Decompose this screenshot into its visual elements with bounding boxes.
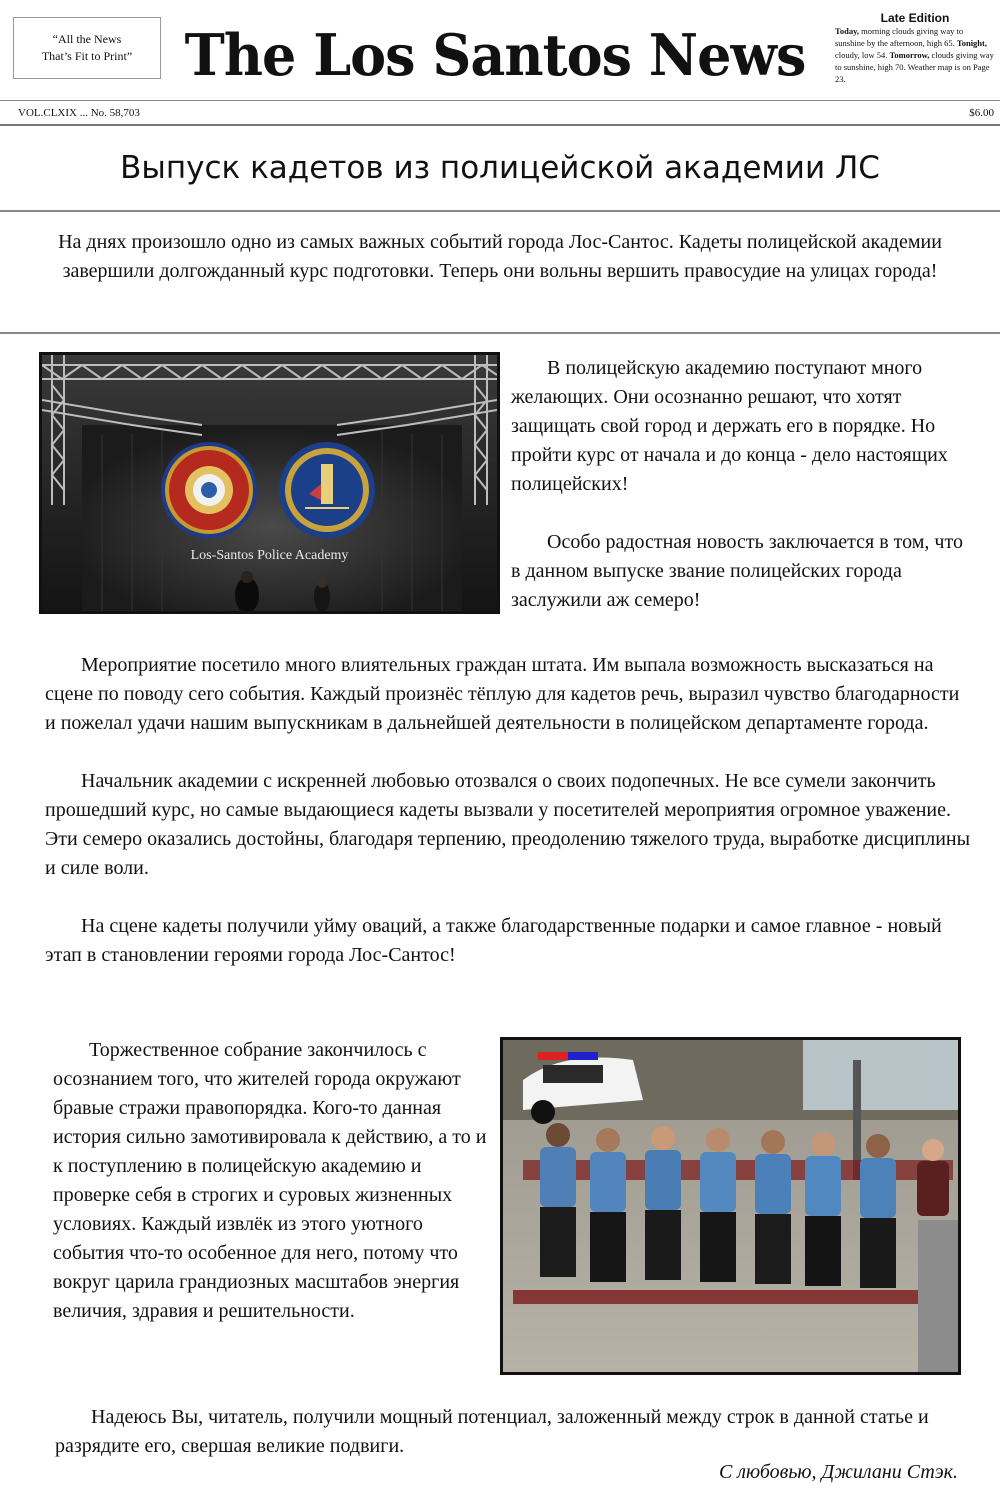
edition-label: Late Edition <box>880 11 950 25</box>
paragraph-4: Начальник академии с искренней любовью отозвался о своих подопечных. Не все сумели закончить прошедший курс, но самые выдающиеся кадеты вызвали у посетителей мероприятия огромное уважение. Эти семеро оказались достойны, благодаря терпению, преодолению тяжелого труда, выработке дисциплины и силе воли. <box>45 770 971 879</box>
body-column <box>45 651 975 970</box>
weather-tonight-label: Tonight, <box>956 38 987 48</box>
paragraph-2: Особо радостная новость заключается в том, что в данном выпуске звание полицейских города заслужили аж семеро! <box>511 531 963 611</box>
paragraph-5: На сцене кадеты получили уйму оваций, а также благодарственные подарки и самое главное - новый этап в становлении героями города Лос-Сантос! <box>45 915 942 966</box>
stage-illustration <box>42 355 497 611</box>
issue-price: $6.00 <box>969 107 994 119</box>
volume-number: VOL.CLXIX ... No. 58,703 <box>18 107 140 119</box>
masthead-ear-box <box>13 17 161 79</box>
article-lead: На днях произошло одно из самых важных событий города Лос-Сантос. Кадеты полицейской академии завершили долгожданный курс подготовки. Теперь они вольны вершить правосудие на улицах города! <box>58 231 942 282</box>
masthead-rule-top <box>0 100 1000 101</box>
lspd-seal <box>279 442 375 538</box>
cadets-illustration <box>503 1040 958 1372</box>
paragraph-6: Торжественное собрание закончилось с осознанием того, что жителей города окружают бравые стражи правопорядка. Кого-то данная история сильно замотивировала к действию, а то и к поступлению в полицейскую академию и проверке себя в строгих и суровых жизненных условиях. Каждый извлёк из этого уютного события что-то особенное для него, потому что вокруг царила грандиозных масштабов энергия величия, здравия и решительности. <box>53 1039 487 1322</box>
paragraph-3: Мероприятие посетило много влиятельных граждан штата. Им выпала возможность высказаться на сцене по поводу сего события. Каждый произнёс тёплую для кадетов речь, выразил чувство благодарности и пожелал удачи нашим выпускникам в дальнейшей деятельности в полицейском департаменте города. <box>45 654 960 734</box>
weather-box <box>835 12 995 85</box>
closing-column <box>53 1036 490 1326</box>
ear-line-2: That’s Fit to Print” <box>41 49 133 63</box>
masthead-rule-bottom <box>0 124 1000 126</box>
lead-rule <box>0 332 1000 334</box>
cadets-ceremony-photo <box>500 1037 961 1375</box>
intro-column <box>511 354 966 615</box>
article-headline: Выпуск кадетов из полицейской академии ЛС <box>120 150 880 186</box>
weather-today-label: Today, <box>835 26 860 36</box>
weather-tonight-text: cloudy, low 54. <box>835 50 888 60</box>
photo-caption: Los-Santos Police Academy <box>190 548 349 563</box>
paragraph-7: Надеюсь Вы, читатель, получили мощный потенциал, заложенный между строк в данной статье и разрядите его, свершая великие подвиги. <box>55 1406 929 1457</box>
academy-stage-photo <box>39 352 500 614</box>
paragraph-1: В полицейскую академию поступают много желающих. Они осознанно решают, что хотят защищать свой город и держать его в порядке. Но пройти курс от начала и до конца - дело настоящих полицейских! <box>511 357 948 495</box>
final-column <box>55 1403 960 1461</box>
recruitment-division-seal <box>161 442 257 538</box>
newspaper-title: The Los Santos News <box>184 21 806 89</box>
author-signature: С любовью, Джилани Стэк. <box>718 1461 958 1483</box>
weather-today-text: morning clouds giving way to sunshine by the afternoon, high 65. <box>835 26 964 48</box>
ear-line-1: “All the News <box>52 32 122 46</box>
headline-rule <box>0 210 1000 212</box>
weather-tomorrow-text: clouds giving way to sunshine, high 70. Weather map is on Page 23. <box>835 50 994 84</box>
weather-tomorrow-label: Tomorrow, <box>889 50 930 60</box>
